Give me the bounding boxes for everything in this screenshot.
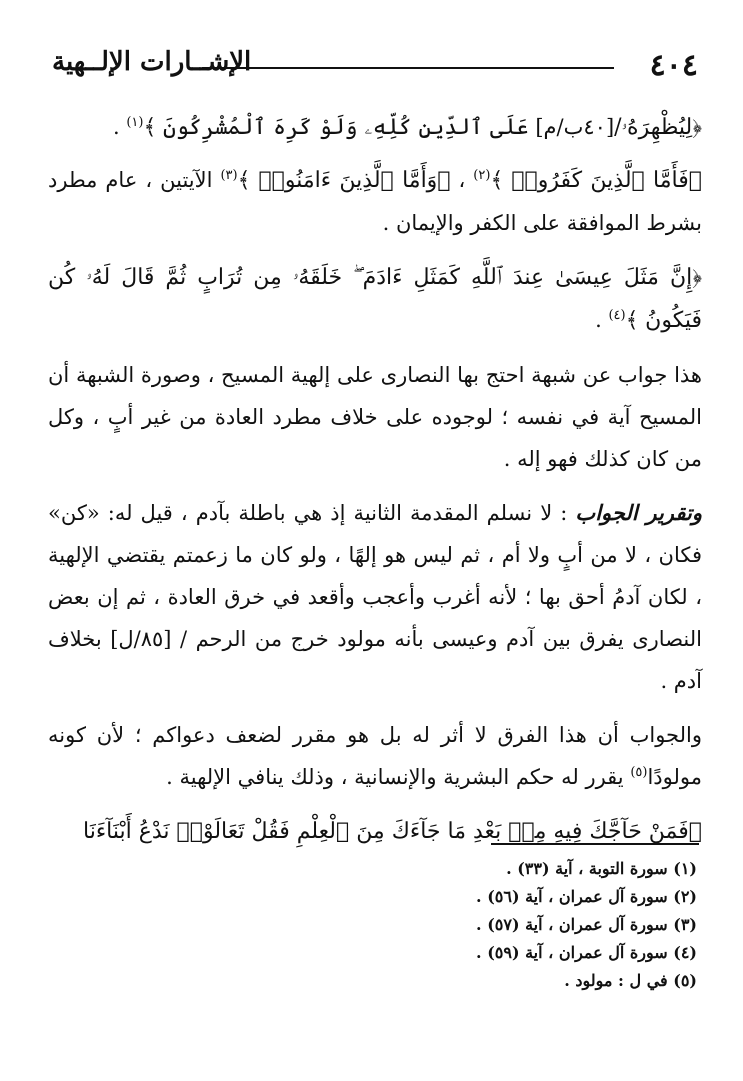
footnote-1: (١) سورة التوبة ، آية (٣٣) .	[506, 859, 697, 878]
footnote-separator	[491, 843, 699, 845]
verse-text: وَأَمَّا ٱلَّذِينَ ءَامَنُوا۟	[258, 168, 438, 193]
verse-paragraph-1	[48, 106, 702, 149]
page-header	[52, 40, 698, 90]
verse-open-bracket: ﴿	[688, 819, 702, 844]
verse-text: عَلَى ٱلدِّينِ كُلِّهِۦ وَلَوْ كَرِهَ ٱلْمُشْرِكُونَ	[163, 115, 529, 140]
verse-close-bracket: ﴾	[625, 308, 639, 333]
footnote-marker: (٤)	[608, 308, 626, 323]
footnote-2: (٢) سورة آل عمران ، آية (٥٦) .	[476, 887, 697, 906]
verse-text: فَأَمَّا ٱلَّذِينَ كَفَرُوا۟	[511, 168, 689, 193]
section-lead: وتقرير الجواب	[575, 500, 702, 525]
paragraph-text: : لا نسلم المقدمة الثانية إذ هي باطلة بآدم ، قيل له: «كن» فكان ، لا من أبٍ ولا أم ، ثم ليس هو إلهًا ، ولو كان ما زعمتم يقتضي الإلهية ، لكان آدمُ أحق بها ؛ لأنه أغرب وأعجب وأقعد في خرق العادة ، ثم إن بعض النصارى يفرق بين آدم وعيسى بأنه مولود خرج من الرحم / [٨٥/ل] بخلاف آدم .	[48, 501, 702, 693]
verse-open-bracket: ﴿	[688, 168, 702, 193]
footnote-4: (٤) سورة آل عمران ، آية (٥٩) .	[476, 943, 697, 962]
commentary-paragraph-1: هذا جواب عن شبهة احتج بها النصارى على إلهية المسيح ، وصورة الشبهة أن المسيح آية في نفسه ؛ لوجوده على خلاف مطرد العادة من غير أبٍ ، وكل من كان كذلك فهو إله .	[48, 363, 702, 471]
verse-open-bracket: ﴿	[692, 115, 702, 140]
verse-open-bracket: ﴿	[437, 168, 451, 193]
verse-paragraph-3	[48, 256, 702, 342]
page-body	[48, 106, 702, 865]
punctuation: .	[595, 308, 609, 332]
header-rule	[202, 67, 614, 69]
verse-open-bracket: ﴿	[692, 265, 702, 290]
footnote-marker: (٢)	[473, 168, 491, 183]
verse-close-bracket: ﴾	[143, 115, 157, 140]
footnote-marker: (١)	[126, 115, 144, 130]
verse-text: لِيُظْهِرَهُۥ/	[614, 115, 693, 140]
verse-paragraph-2	[48, 159, 702, 244]
footnote-5: (٥) في ل : مولود .	[564, 971, 697, 990]
footnote-marker: (٣)	[220, 168, 238, 183]
footnotes	[277, 855, 697, 995]
footnote-marker: (٥)	[630, 765, 648, 780]
separator: ،	[450, 168, 474, 192]
verse-text: فَمَنْ حَآجَّكَ فِيهِ مِنۢ بَعْدِ مَا جَآءَكَ مِنَ ٱلْعِلْمِ فَقُلْ تَعَالَوْا۟ نَدْعُ أَبْنَآءَنَا	[83, 819, 689, 844]
paragraph-text: والجواب أن هذا الفرق لا أثر له بل هو مقرر لضعف دعواكم ؛ لأن كونه مولودًا	[48, 723, 702, 789]
manuscript-ref: [٤٠ب/م]	[535, 115, 615, 139]
verse-paragraph-4	[48, 810, 702, 853]
running-title: الإشــارات الإلــهية	[52, 47, 252, 77]
commentary-paragraph-2	[48, 492, 702, 702]
commentary-paragraph-3	[48, 714, 702, 798]
paragraph-text: الآيتين ، عام مطرد بشرط الموافقة على الكفر والإيمان .	[48, 168, 702, 235]
page-number: ٤٠٤	[649, 48, 698, 83]
punctuation: .	[112, 115, 127, 139]
verse-text: إِنَّ مَثَلَ عِيسَىٰ عِندَ ٱللَّهِ كَمَثَلِ ءَادَمَ ۖ خَلَقَهُۥ مِن تُرَابٍ ثُمَّ قَالَ لَهُۥ كُن فَيَكُونُ	[48, 265, 702, 333]
footnote-3: (٣) سورة آل عمران ، آية (٥٧) .	[476, 915, 697, 934]
verse-close-bracket: ﴾	[237, 168, 251, 193]
paragraph-text: يقرر له حكم البشرية والإنسانية ، وذلك ينافي الإلهية .	[166, 765, 631, 789]
verse-close-bracket: ﴾	[490, 168, 504, 193]
